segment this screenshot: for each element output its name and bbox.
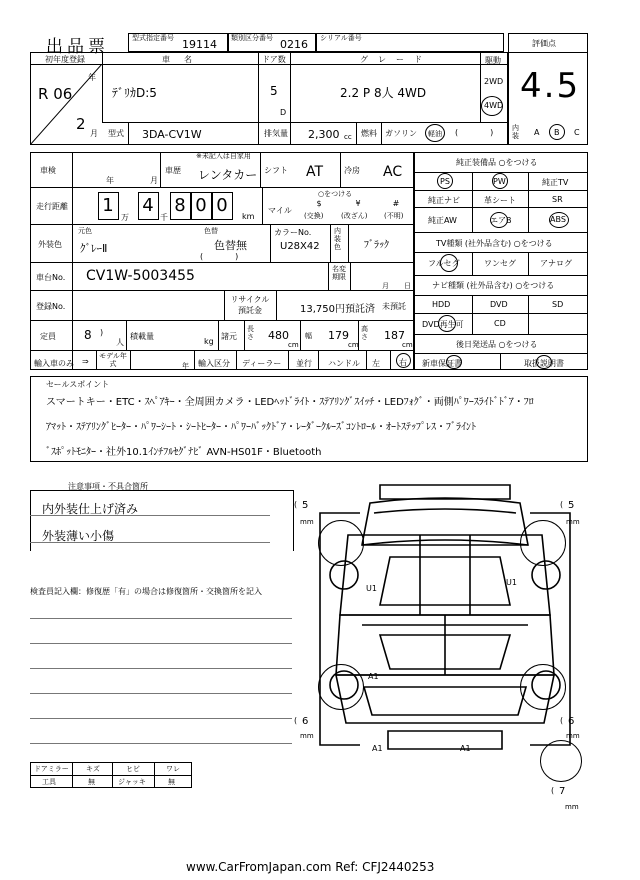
disp-cc: cc (344, 133, 352, 141)
wid-label: 幅 (305, 332, 312, 340)
rear-right-tire (520, 664, 566, 710)
tire-fr-open: ( (560, 500, 564, 509)
ac-value: AC (383, 164, 403, 180)
load-kg: kg (204, 337, 214, 346)
serial-label: シリアル番号 (320, 34, 362, 42)
tv-fullseg: フルセグ (428, 259, 460, 268)
legend-crack: ヒビ (126, 765, 140, 773)
shaken-month: 月 (150, 176, 158, 185)
shaken-label: 車検 (40, 166, 56, 175)
capacity-unit: 人 (116, 338, 124, 347)
tire-fl-mm: mm (300, 518, 314, 526)
sales-line-3: ﾞｽﾎﾟｯﾄﾓﾆﾀｰ・社外10.1ｲﾝﾁﾌﾙｾｸﾞﾅﾋﾞ AVN-HS01F・Bluetooth (46, 447, 322, 458)
navi-cd: CD (494, 319, 506, 328)
navi-dvd: DVD (490, 300, 508, 309)
spare-tire (540, 740, 582, 782)
mileage-circle-note: ○をつける (318, 190, 353, 198)
unknown-label: (不明) (384, 212, 404, 220)
model-year-nen: 年 (182, 362, 189, 370)
equip-aw: 純正AW (428, 216, 457, 225)
grade-label: グレード (360, 55, 432, 64)
shift-value: AT (306, 164, 324, 180)
type-label: 型式 (108, 129, 124, 138)
mileage-km: km (242, 212, 255, 221)
repaint-label: 色替 (204, 227, 218, 235)
orig-color-value: ｸﾞﾚｰⅡ (80, 242, 108, 255)
handle-left: 左 (372, 359, 380, 368)
tv-analog: アナログ (540, 259, 572, 268)
usage-value: レンタカー (198, 168, 258, 182)
mileage-sen: 千 (160, 213, 168, 222)
mileage-digit: 1 (102, 195, 114, 216)
length-value: 480 (268, 329, 289, 342)
tire-fl-open: ( (294, 500, 298, 509)
colorno-value: U28X42 (280, 241, 320, 252)
colorno-label: カラーNo. (274, 228, 312, 237)
tire-rr-open: ( (560, 716, 564, 725)
mileage-digit: 0 (216, 195, 228, 216)
notes-label: 注意事項・不具合箇所 (68, 482, 148, 491)
first-reg-label: 初年度登録 (45, 55, 85, 64)
tire-rr-mm: mm (566, 732, 580, 740)
front-right-tire (520, 520, 566, 566)
unknown-sym: # (392, 199, 400, 208)
capacity-paren: ) (100, 328, 104, 337)
model-year-label: モデル年式 (99, 352, 127, 368)
recycle-label: リサイクル預託金 (230, 295, 270, 315)
first-reg-year: R 06 (38, 85, 73, 103)
wid-cm: cm (348, 341, 359, 349)
equip-tv: 純正TV (542, 178, 569, 187)
month-unit: 月 (90, 129, 98, 138)
tire-fr-mm: mm (566, 518, 580, 526)
capacity-label: 定員 (40, 332, 56, 341)
sales-line-1: スマートキー・ETC・ｽﾍﾟｱｷｰ・全周囲カメラ・LEDﾍｯﾄﾞﾗｲﾄ・ｽﾃｱﾘﾝｸﾞｽｲｯﾁ・LEDﾌｫｸﾞ・両側ﾊﾟﾜｰｽﾗｲﾄﾞﾄﾞｱ・ﾌﾛ (46, 397, 534, 408)
equip-pw: PW (493, 177, 506, 186)
drive-4wd: 4WD (484, 101, 504, 110)
usage-note: ※未記入は自家用 (196, 152, 251, 160)
capacity-value: 8 (84, 328, 92, 342)
tv-title: TV種類 (社外品含む) ○をつける (436, 239, 553, 248)
damage-u1-right: U1 (506, 578, 517, 587)
class-no-value: 0216 (280, 38, 308, 51)
interior-color-value: ﾌﾞﾗｯｸ (364, 240, 389, 251)
handle-label: ハンドル (328, 359, 360, 368)
import-label: 輸入車のみ (34, 359, 74, 368)
drive-label: 駆動 (485, 56, 501, 65)
recycle-amount: 13,750円預託済 (300, 304, 375, 315)
navi-dvdplay: DVD再生可 (422, 320, 464, 329)
genuine-title: 純正装備品 ○をつける (456, 158, 538, 167)
damage-u1-left: U1 (366, 584, 377, 593)
front-left-tire (318, 520, 364, 566)
model-no-label: 型式指定番号 (132, 34, 174, 42)
tire-spare-mm: mm (565, 803, 579, 811)
tire-rl-open: ( (294, 716, 298, 725)
damage-a1-rear-left: A1 (372, 744, 383, 753)
reg-label: 登録No. (36, 302, 66, 311)
mileage-digit: 0 (195, 195, 207, 216)
damage-a1-rear-right: A1 (460, 744, 471, 753)
legend-mirror: ドアミラー (34, 765, 69, 773)
equip-airbag: エアB (490, 216, 512, 225)
chassis-label: 車台No. (36, 273, 66, 282)
tire-fl-value: 5 (302, 500, 309, 511)
repaint-paren: ( ) (200, 252, 239, 261)
hgt-label: 高さ (361, 325, 368, 341)
mileage-label: 走行距離 (36, 202, 68, 211)
recycle-unpaid: 未預託 (382, 302, 406, 311)
mileage-mile: マイル (268, 206, 292, 215)
fuel-label: 燃料 (361, 129, 377, 138)
doors-value: 5 (270, 84, 278, 98)
equip-abs: ABS (550, 215, 566, 224)
import-arrow: ⇒ (82, 357, 89, 366)
tire-fr-value: 5 (568, 500, 575, 511)
drive-2wd: 2WD (484, 77, 504, 86)
int-c: C (574, 128, 580, 137)
name-change-label: 名変期限 (332, 265, 346, 281)
sales-line-2: ｱﾏｯﾄ・ｽﾃｱﾘﾝｸﾞﾋｰﾀｰ・ﾊﾟﾜｰｼｰﾄ・ｼｰﾄﾋｰﾀｰ・ﾊﾟﾜｰﾊﾞｯｸﾄﾞｱ・ﾚｰﾀﾞｰｸﾙｰｽﾞｺﾝﾄﾛｰﾙ・ｵｰﾄｽﾃｯﾌﾟﾚｽ・ﾌﾞﾗｲﾝﾄ (46, 422, 476, 433)
grade-value: 2.2 P 8人 4WD (340, 86, 427, 100)
color-label: 外装色 (38, 240, 62, 249)
tire-rl-mm: mm (300, 732, 314, 740)
equip-leather: 革シート (484, 196, 516, 205)
later-warranty: 新車保証書 (422, 359, 462, 368)
tv-oneseg: ワンセグ (484, 259, 516, 268)
legend-tools-val: 無 (88, 778, 95, 786)
doors-sub: D (280, 108, 287, 117)
int-a: A (534, 128, 540, 137)
class-no-label: 類別区分番号 (231, 34, 273, 42)
later-title: 後日発送品 ○をつける (456, 340, 538, 349)
legend-jack-val: 無 (168, 778, 175, 786)
tamper-label: (改ざん) (341, 212, 368, 220)
tire-spare-value: 7 (559, 786, 566, 797)
note-2: 外装薄い小傷 (42, 529, 115, 543)
width-value: 179 (328, 329, 349, 342)
legend-tools: 工具 (42, 778, 56, 786)
fuel-diesel: 軽油 (428, 130, 442, 138)
equip-sr: SR (552, 195, 563, 204)
equip-ps: PS (440, 177, 450, 186)
tamper-sym: ¥ (355, 199, 361, 208)
rear-left-tire (318, 664, 364, 710)
tire-spare-open: ( (551, 786, 555, 795)
first-reg-month: 2 (76, 115, 86, 133)
name-change-d: 日 (404, 282, 411, 290)
later-manual: 取扱説明書 (524, 359, 564, 368)
footer-watermark: www.CarFromJapan.com Ref: CFJ2440253 (186, 860, 435, 874)
legend-break: ワレ (166, 765, 180, 773)
handle-right: 右 (399, 358, 407, 367)
usage-label: 車歴 (165, 166, 181, 175)
damage-a1-left: A1 (368, 672, 379, 681)
dealer: ディーラー (242, 359, 282, 368)
mileage-man: 万 (121, 213, 129, 222)
mileage-digit: 4 (142, 195, 154, 216)
parallel: 並行 (296, 359, 312, 368)
legend-jack: ジャッキ (118, 778, 146, 786)
exch-label: (交換) (304, 212, 324, 220)
name-change-m: 月 (382, 282, 389, 290)
navi-hdd: HDD (432, 300, 451, 309)
shift-label: シフト (264, 166, 288, 175)
height-value: 187 (384, 329, 405, 342)
sales-label: セールスポイント (46, 380, 110, 389)
disp-value: 2,300 (308, 128, 340, 141)
note-1: 内外装仕上げ済み (42, 502, 139, 516)
import-div-label: 輸入区分 (198, 359, 230, 368)
car-name: ﾃﾞﾘｶD:5 (112, 86, 157, 100)
inspector-note: 検査員記入欄：修復歴「有」の場合は修復箇所・交換箇所を記入 (30, 587, 262, 596)
int-label: 内装 (512, 124, 519, 140)
legend-scratch: キズ (86, 765, 100, 773)
model-no-value: 19114 (182, 38, 217, 51)
fuel-paren: ( ) (455, 128, 494, 137)
orig-color-label: 元色 (78, 227, 92, 235)
dim-label: 諸元 (221, 332, 237, 341)
navi-title: ナビ種類 (社外品含む) ○をつける (432, 281, 555, 290)
rating-label: 評価点 (532, 39, 556, 48)
shaken-year: 年 (106, 176, 114, 185)
hgt-cm: cm (402, 341, 413, 349)
sheet-title: 出品票 (46, 37, 109, 57)
mileage-digit: 8 (174, 195, 186, 216)
car-name-label: 車名 (162, 55, 206, 64)
exch-sym: $ (316, 199, 322, 208)
load-label: 積載量 (130, 332, 154, 341)
disp-label: 排気量 (264, 129, 288, 138)
chassis-value: CV1W-5003455 (86, 268, 195, 284)
tire-rr-value: 6 (568, 716, 575, 727)
rating-value: 4.5 (520, 66, 581, 106)
fuel-gas: ガソリン (385, 129, 417, 138)
year-unit: 年 (88, 73, 96, 82)
interior-color-label: 内装色 (334, 227, 341, 251)
len-cm: cm (288, 341, 299, 349)
navi-sd: SD (552, 300, 564, 309)
tire-rl-value: 6 (302, 716, 309, 727)
ac-label: 冷房 (344, 166, 360, 175)
equip-navi: 純正ナビ (428, 196, 460, 205)
repaint-value: 色替無 (214, 239, 247, 252)
int-b: B (554, 128, 560, 137)
doors-label: ドア数 (262, 55, 286, 64)
type-value: 3DA-CV1W (142, 128, 202, 141)
len-label: 長さ (247, 325, 254, 341)
